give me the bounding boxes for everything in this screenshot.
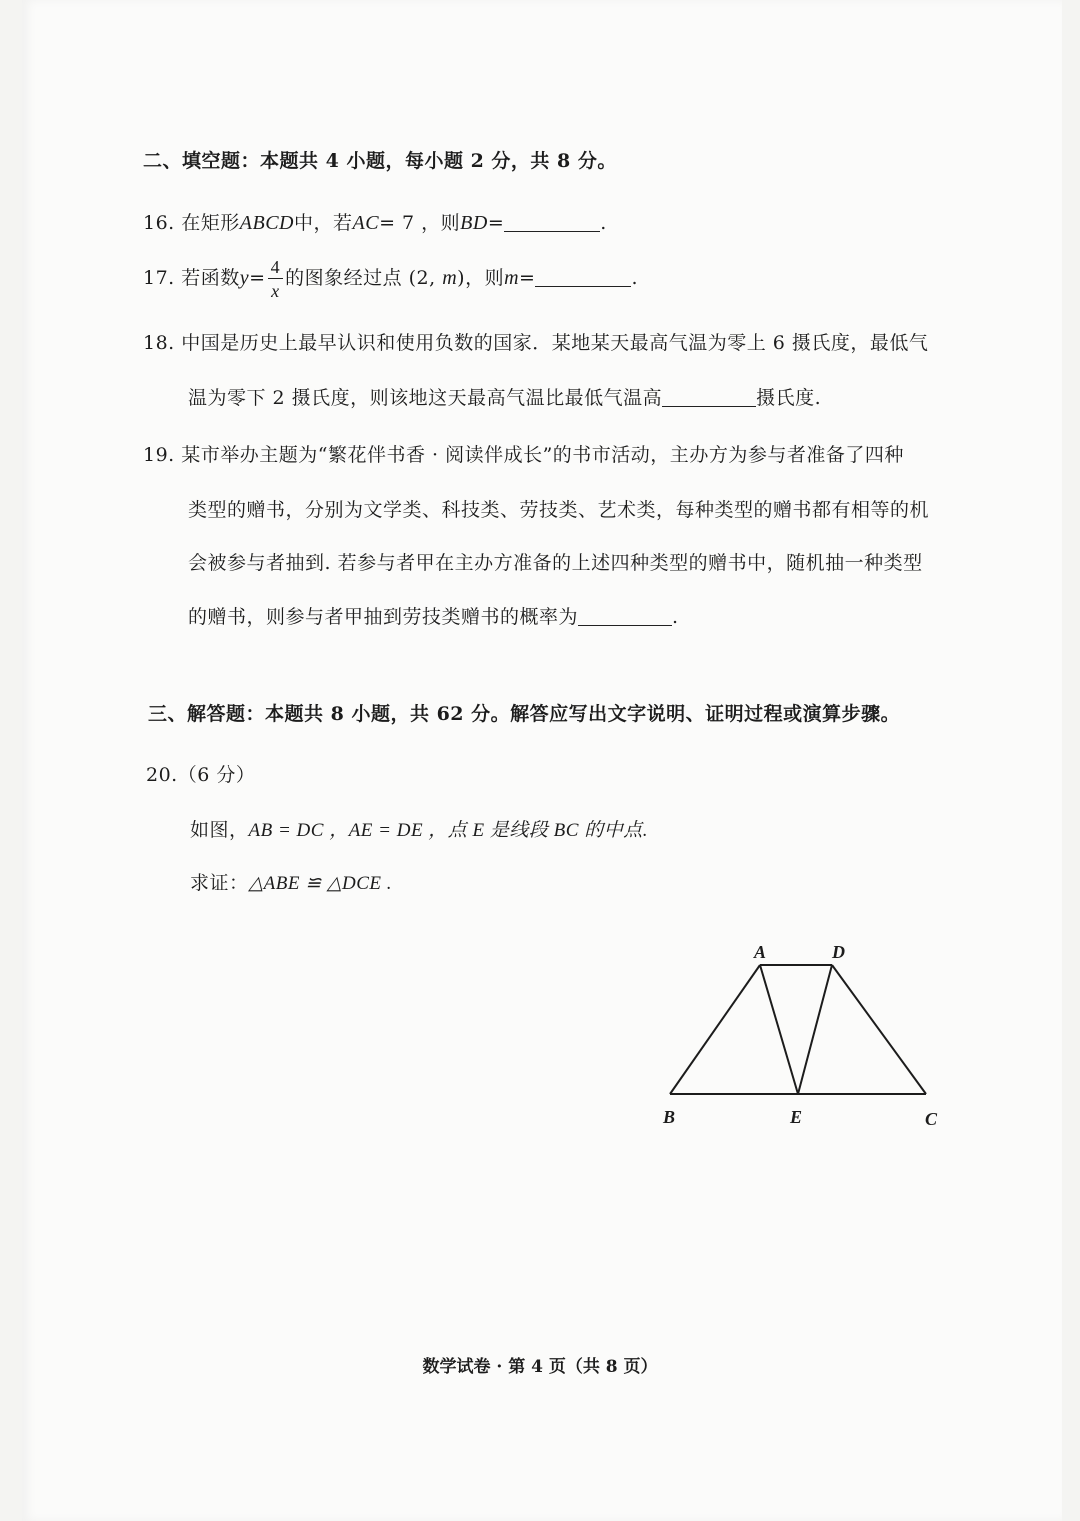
question-20-given-a: 如图， — [190, 819, 249, 841]
question-16-eq7: = 7 ，则 — [379, 212, 461, 234]
question-16-text-a: 在矩形 — [181, 212, 240, 234]
var-m: m — [442, 267, 458, 289]
question-16-text-b: 中，若 — [294, 212, 353, 234]
question-20-prove — [190, 868, 392, 895]
question-19-line-2 — [188, 495, 929, 522]
page-footer — [0, 1352, 1080, 1377]
question-17-end: . — [631, 267, 639, 289]
var-bd: BD — [460, 212, 488, 234]
answer-blank-19[interactable] — [578, 607, 672, 626]
section-2-header — [143, 146, 617, 173]
question-17-eq: = — [249, 267, 266, 289]
question-16 — [143, 208, 607, 235]
question-20-given-b: AB = DC ，AE = DE ，点 E 是线段 BC 的中点. — [248, 820, 648, 841]
question-19-text-1: 某市举办主题为“繁花伴书香 · 阅读伴成长”的书市活动，主办方为参与者准备了四种 — [181, 444, 904, 466]
fraction-numerator: 4 — [268, 258, 284, 279]
section-2-header-text: 二、填空题：本题共 4 小题，每小题 2 分，共 8 分。 — [143, 150, 617, 172]
question-16-eq: = — [487, 212, 505, 234]
question-19-line-3 — [188, 548, 923, 575]
question-19-text-2: 类型的赠书，分别为文学类、科技类、劳技类、艺术类，每种类型的赠书都有相等的机 — [188, 499, 930, 521]
answer-blank-16[interactable] — [504, 213, 600, 232]
question-18-number: 18. — [143, 332, 175, 354]
question-20-prove-label: 求证： — [190, 872, 249, 894]
segment-dc — [832, 965, 926, 1094]
question-18-line-2 — [188, 383, 821, 410]
var-ac: AC — [352, 212, 380, 234]
question-19-text-3: 会被参与者抽到. 若参与者甲在主办方准备的上述四种类型的赠书中，随机抽一种类型 — [188, 552, 923, 574]
segment-de — [798, 965, 832, 1094]
point-label-e: E — [790, 1107, 803, 1127]
question-16-number: 16. — [143, 212, 175, 234]
section-3-header-text: 三、解答题：本题共 8 小题，共 62 分。解答应写出文字说明、证明过程或演算步骤。 — [148, 703, 901, 725]
point-label-b: B — [663, 1107, 676, 1127]
question-18-text-2a: 温为零下 2 摄氏度，则该地这天最高气温比最低气温高 — [188, 387, 663, 409]
point-label-c: C — [925, 1109, 938, 1129]
question-19-line-4 — [188, 602, 679, 629]
question-19-line-1 — [143, 440, 904, 467]
question-19-end: . — [672, 606, 679, 628]
point-label-d: D — [832, 942, 845, 962]
question-19-text-4: 的赠书，则参与者甲抽到劳技类赠书的概率为 — [188, 606, 579, 628]
var-y: y — [239, 267, 250, 289]
section-3-header — [148, 699, 900, 726]
segment-ab — [670, 965, 760, 1094]
question-17 — [143, 258, 638, 300]
var-m-2: m — [504, 267, 520, 289]
question-19-number: 19. — [143, 444, 175, 466]
question-17-text-c: )，则 — [457, 267, 505, 289]
question-20-given — [190, 815, 648, 842]
question-20-header — [146, 760, 255, 787]
question-18-text-1: 中国是历史上最早认识和使用负数的国家．某地某天最高气温为零上 6 摄氏度，最低气 — [181, 332, 929, 354]
question-16-end: . — [600, 212, 607, 234]
fraction-denominator: x — [271, 281, 280, 301]
answer-blank-17[interactable] — [535, 268, 631, 287]
geometry-figure — [650, 936, 950, 1136]
answer-blank-18[interactable] — [662, 388, 756, 407]
question-20-number: 20. — [146, 764, 178, 786]
question-20-score: （6 分） — [177, 764, 256, 786]
question-17-number: 17. — [143, 267, 175, 289]
point-label-a: A — [754, 942, 767, 962]
question-17-eq2: = — [519, 267, 536, 289]
question-17-text-b: 的图象经过点 (2, — [285, 267, 443, 289]
var-abcd: ABCD — [239, 212, 294, 234]
question-18-line-1 — [143, 328, 928, 355]
question-17-text-a: 若函数 — [181, 267, 240, 289]
question-18-text-2b: 摄氏度. — [756, 387, 822, 409]
question-20-prove-statement: △ABE ≌ △DCE . — [248, 873, 392, 894]
fraction-4-over-x — [268, 258, 284, 300]
page-footer-text: 数学试卷 · 第 4 页（共 8 页） — [422, 1357, 658, 1377]
segment-ae — [760, 965, 798, 1094]
